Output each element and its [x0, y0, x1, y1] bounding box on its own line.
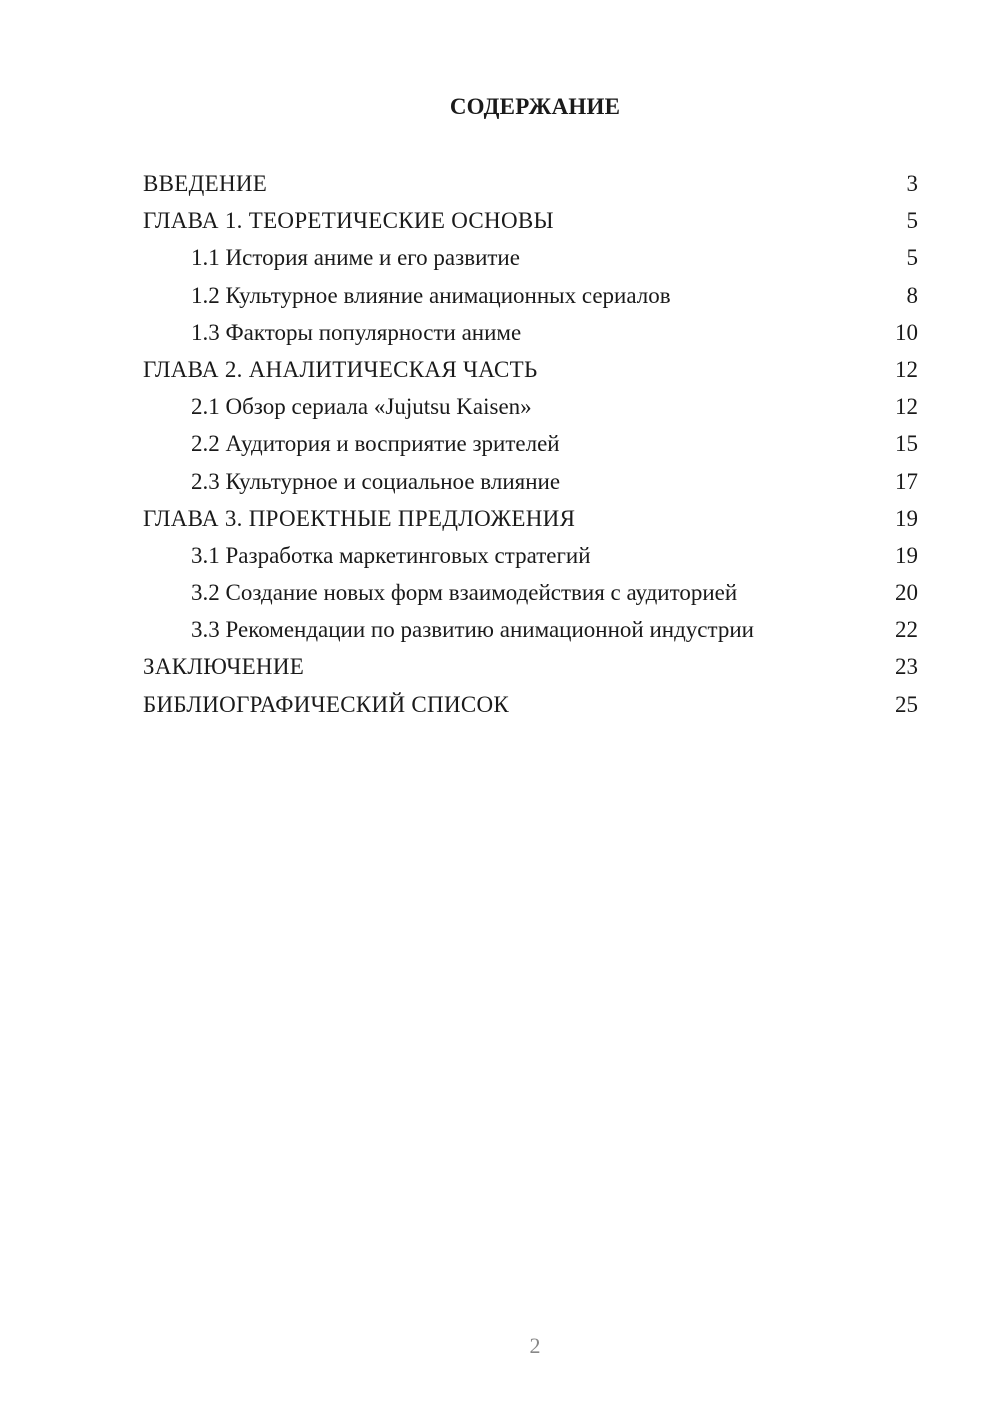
- toc-entry-label: 1.2 Культурное влияние анимационных сериалов: [191, 282, 671, 308]
- toc-entry-section-3-2: [143, 574, 918, 611]
- toc-entry-page: 10: [895, 319, 918, 345]
- toc-entry-label: ГЛАВА 1. ТЕОРЕТИЧЕСКИЕ ОСНОВЫ: [143, 208, 554, 234]
- toc-entry-section-1-1: [143, 239, 918, 276]
- toc-entry-label: 2.1 Обзор сериала «Jujutsu Kaisen»: [191, 394, 532, 420]
- toc-entry-label: 1.1 История аниме и его развитие: [191, 245, 520, 271]
- toc-entry-section-3-3: [143, 611, 918, 648]
- toc-entry-label: 2.2 Аудитория и восприятие зрителей: [191, 431, 560, 457]
- table-of-contents: [143, 165, 918, 723]
- toc-entry-page: 19: [895, 542, 918, 568]
- toc-entry-label: ВВЕДЕНИЕ: [143, 171, 268, 196]
- toc-entry-page: 5: [906, 245, 918, 271]
- toc-entry-label: ГЛАВА 2. АНАЛИТИЧЕСКАЯ ЧАСТЬ: [143, 356, 538, 382]
- toc-entry-section-1-2: [143, 277, 918, 314]
- toc-entry-section-2-3: [143, 463, 918, 500]
- page-number: 2: [529, 1333, 541, 1358]
- toc-entry-section-3-1: [143, 537, 918, 574]
- toc-entry-page: 3: [906, 171, 918, 196]
- toc-entry-section-2-1: [143, 388, 918, 425]
- toc-entry-page: 12: [895, 356, 918, 382]
- toc-entry-introduction: [143, 165, 918, 202]
- toc-title: СОДЕРЖАНИЕ: [449, 94, 621, 119]
- toc-entry-chapter-3: [143, 500, 918, 537]
- toc-entry-page: 12: [895, 394, 918, 420]
- toc-entry-section-2-2: [143, 425, 918, 462]
- toc-entry-label: 1.3 Факторы популярности аниме: [191, 319, 522, 345]
- toc-entry-page: 22: [895, 617, 918, 643]
- toc-entry-page: 20: [895, 580, 918, 606]
- toc-entry-bibliography: [143, 686, 918, 723]
- toc-entry-page: 19: [895, 505, 918, 531]
- toc-entry-page: 23: [895, 654, 918, 680]
- toc-entry-page: 25: [895, 691, 918, 717]
- toc-entry-label: 3.1 Разработка маркетинговых стратегий: [191, 542, 591, 568]
- toc-entry-label: ГЛАВА 3. ПРОЕКТНЫЕ ПРЕДЛОЖЕНИЯ: [143, 505, 576, 531]
- toc-entry-conclusion: [143, 648, 918, 685]
- toc-entry-section-1-3: [143, 314, 918, 351]
- toc-entry-chapter-1: [143, 202, 918, 239]
- toc-entry-chapter-2: [143, 351, 918, 388]
- toc-entry-label: ЗАКЛЮЧЕНИЕ: [143, 654, 305, 680]
- toc-entry-page: 5: [906, 208, 918, 234]
- toc-entry-label: 2.3 Культурное и социальное влияние: [191, 468, 561, 494]
- toc-entry-label: 3.2 Создание новых форм взаимодействия с аудиторией: [191, 580, 738, 606]
- toc-entry-label: 3.3 Рекомендации по развитию анимационной индустрии: [191, 617, 754, 643]
- toc-entry-page: 8: [906, 282, 918, 308]
- toc-entry-label: БИБЛИОГРАФИЧЕСКИЙ СПИСОК: [143, 691, 510, 717]
- toc-entry-page: 15: [895, 431, 918, 457]
- toc-entry-page: 17: [895, 468, 918, 494]
